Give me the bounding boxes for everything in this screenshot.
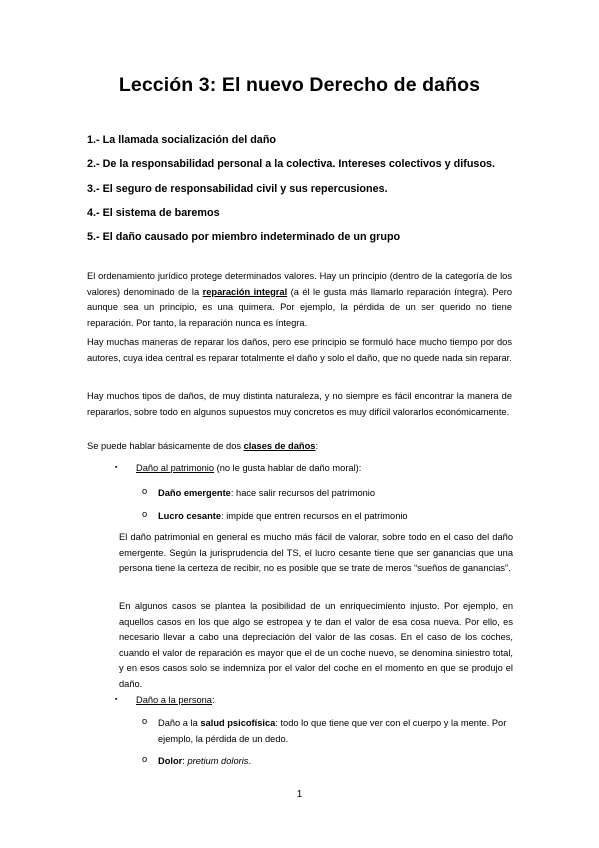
paragraph xyxy=(87,269,512,331)
sub-list-text xyxy=(158,509,512,525)
bullet-icon: ▪ xyxy=(115,464,118,471)
list-item-heading: Daño a la persona xyxy=(136,695,212,705)
term-label: Lucro cesante xyxy=(158,511,222,521)
bullet-icon: ▪ xyxy=(115,696,118,703)
text-run: : xyxy=(182,756,188,766)
page-number: 1 xyxy=(296,789,303,800)
text-run: Se puede hablar básicamente de dos xyxy=(87,441,244,451)
term-label: Dolor xyxy=(158,756,183,766)
term-label: salud psicofísica xyxy=(200,718,276,728)
sub-list-text xyxy=(158,754,512,770)
text-run: : todo lo que tiene que ver con el cuerpo y la mente. Por ejemplo, la pérdida de un dedo. xyxy=(158,718,507,744)
table-of-contents xyxy=(87,128,527,249)
text-run: : impide que entren recursos en el patrimonio xyxy=(221,511,408,521)
sub-list-text xyxy=(158,486,512,502)
text-run: : hace salir recursos del patrimonio xyxy=(230,488,376,498)
text-run: : xyxy=(211,695,215,705)
list-item-heading: Daño al patrimonio xyxy=(136,463,215,473)
text-run: El ordenamiento jurídico protege determinados valores. Hay un principio (dentro de la categoría de los valores) denominado de la xyxy=(87,271,512,297)
list-item-text xyxy=(136,461,361,477)
emphasis-term: reparación integral xyxy=(202,286,288,297)
paragraph: Hay muchas maneras de reparar los daños, pero ese principio se formuló hace mucho tiempo por dos autores, cuya idea central es reparar totalmente el daño y solo el daño, que no quede nada sin reparar. xyxy=(87,337,512,363)
text-run: . xyxy=(248,756,252,766)
paragraph: Hay muchos tipos de daños, de muy distinta naturaleza, y no siempre es fácil encontrar la manera de repararlos, sobre todo en algunos supuestos muy concretos es muy difícil valorarlos económicamente. xyxy=(87,391,512,417)
text-run: : xyxy=(315,441,319,451)
paragraph: En algunos casos se plantea la posibilidad de un enriquecimiento injusto. Por ejemplo, en aquellos casos en los que algo se estropea y te dan el valor de esa cosa nueva. Por ello, es necesario llevar a cabo una depreciación del valor de las cosas. En el caso de los coches, cuando el valor de reparación es mayor que el de un coche nuevo, se denomina siniestro total, y en esos casos solo se indemniza por el valor del coche en el momento en que se produjo el daño. xyxy=(119,601,513,689)
text-run: (a él le gusta más llamarlo reparación íntegra). Pero aunque sea un principio, es una quimera. Por ejemplo, la pérdida de un ser querido no tiene reparación. Por tanto, la reparación nunca es íntegra. xyxy=(87,286,513,328)
circle-bullet-icon: o xyxy=(142,486,148,496)
circle-bullet-icon: o xyxy=(142,754,148,764)
term-label: Daño emergente xyxy=(158,488,231,498)
paragraph: El daño patrimonial en general es mucho más fácil de valorar, sobre todo en el caso del daño emergente. Según la jurisprudencia del TS, el lucro cesante tiene que ser ganancias que una persona tiene la certeza de recibir, no es posible que se trate de meros “sueños de ganancias”. xyxy=(119,532,513,574)
circle-bullet-icon: o xyxy=(142,716,148,726)
sub-list-text xyxy=(158,716,512,747)
list-item-text xyxy=(136,693,215,709)
toc-item: 1.- La llamada socialización del daño xyxy=(87,134,277,146)
text-run: Daño a la xyxy=(158,718,201,728)
emphasis-term: clases de daños xyxy=(243,441,316,451)
toc-item: 3.- El seguro de responsabilidad civil y sus repercusiones. xyxy=(87,182,388,195)
page-title: Lección 3: El nuevo Derecho de daños xyxy=(118,74,481,96)
text-run: (no le gusta hablar de daño moral): xyxy=(214,463,362,473)
toc-item: 4.- El sistema de baremos xyxy=(87,206,220,219)
italic-term: pretium doloris xyxy=(187,756,249,766)
toc-item: 5.- El daño causado por miembro indeterminado de un grupo xyxy=(87,231,401,244)
toc-item: 2.- De la responsabilidad personal a la colectiva. Intereses colectivos y difusos. xyxy=(87,158,496,171)
circle-bullet-icon: o xyxy=(142,509,148,519)
paragraph xyxy=(87,439,512,455)
